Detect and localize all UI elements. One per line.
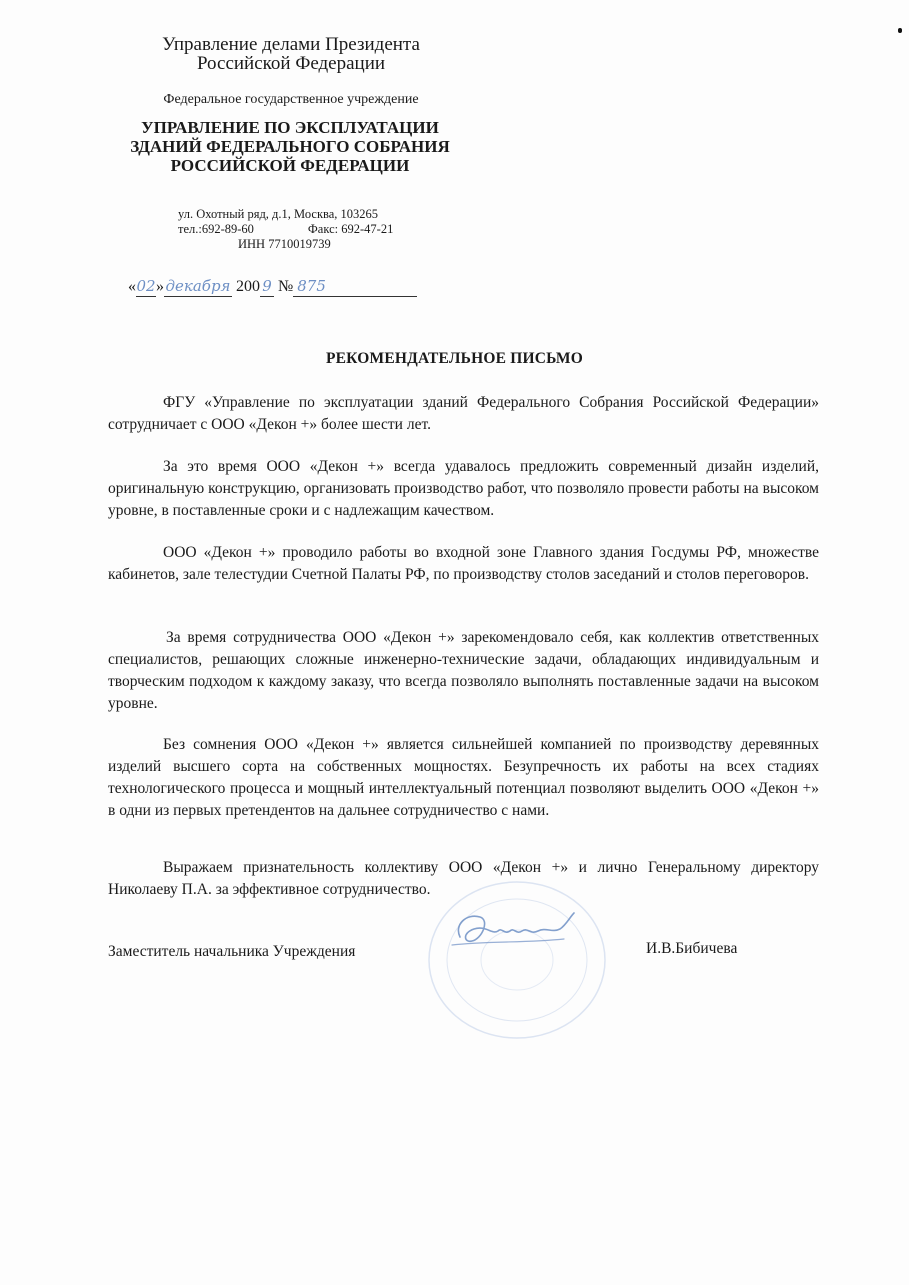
administration-line-2: Российской Федерации [196, 53, 386, 74]
paragraph-5: Без сомнения ООО «Декон +» является сильнейшей компанией по производству деревянных изделий высшего сорта на собственных мощностях. Безупречность их работы на всех стадиях технологического процесса и мощный интеллектуальный потенциал позволяют выделить ООО «Декон +» в одни из первых претендентов на дальнее сотрудничество с нами. [108, 736, 819, 819]
institution-type: Федеральное государственное учреждение [163, 92, 419, 107]
paragraph-3: ООО «Декон +» проводило работы во входной зоне Главного здания Госдумы РФ, множестве кабинетов, зале телестудии Счетной Палаты РФ, по производству столов заседаний и столов переговоров. [108, 544, 819, 583]
paragraph-4: За время сотрудничества ООО «Декон +» зарекомендовало себя, как коллектив ответственных специалистов, решающих сложные инженерно-технические задачи, обладающих индивидуальным и творческим подходом к каждому заказу, что всегда позволяло выполнять поставленные задачи на высоком уровне. [108, 629, 819, 712]
organization-name-line-3: РОССИЙСКОЙ ФЕДЕРАЦИИ [170, 156, 410, 175]
organization-name-line-1: УПРАВЛЕНИЕ ПО ЭКСПЛУАТАЦИИ [141, 118, 439, 137]
paragraph-2: За это время ООО «Декон +» всегда удавалось предложить современный дизайн изделий, оригинальную конструкцию, организовать производство работ, что позволяло провести работы на высоком уровне, в поставленные сроки и с надлежащим качеством. [108, 458, 819, 519]
handwritten-signature [446, 905, 581, 955]
quote-close: » [156, 278, 164, 295]
year-prefix: 200 [236, 278, 260, 295]
signatory-position: Заместитель начальника Учреждения [108, 943, 356, 960]
quote-open: « [128, 278, 136, 295]
registration-line [128, 277, 417, 297]
signatory-name: И.В.Бибичева [646, 940, 738, 957]
inn: ИНН 7710019739 [238, 237, 331, 251]
registration-number: 875 [297, 277, 326, 295]
phone-fax-line [178, 222, 393, 237]
phone: тел.:692-89-60 [178, 222, 254, 236]
registration-year-digit: 9 [262, 277, 272, 295]
number-sign: № [278, 278, 294, 295]
letter-title: РЕКОМЕНДАТЕЛЬНОЕ ПИСЬМО [325, 350, 584, 367]
organization-name-line-2: ЗДАНИЙ ФЕДЕРАЛЬНОГО СОБРАНИЯ [130, 137, 450, 156]
registration-day: 02 [136, 277, 156, 295]
paragraph-1: ФГУ «Управление по эксплуатации зданий Федерального Собрания Российской Федерации» сотрудничает с ООО «Декон +» более шести лет. [108, 394, 819, 433]
address: ул. Охотный ряд, д.1, Москва, 103265 [178, 207, 379, 221]
registration-month: декабря [165, 277, 231, 295]
seal-stamp [425, 878, 610, 1043]
scan-speck [898, 28, 902, 33]
administration-line-1: Управление делами Президента [162, 34, 420, 55]
fax: Факс: 692-47-21 [307, 222, 394, 236]
paragraph-6: Выражаем признательность коллективу ООО «Декон +» и лично Генеральному директору Николаеву П.А. за эффективное сотрудничество. [108, 859, 819, 898]
